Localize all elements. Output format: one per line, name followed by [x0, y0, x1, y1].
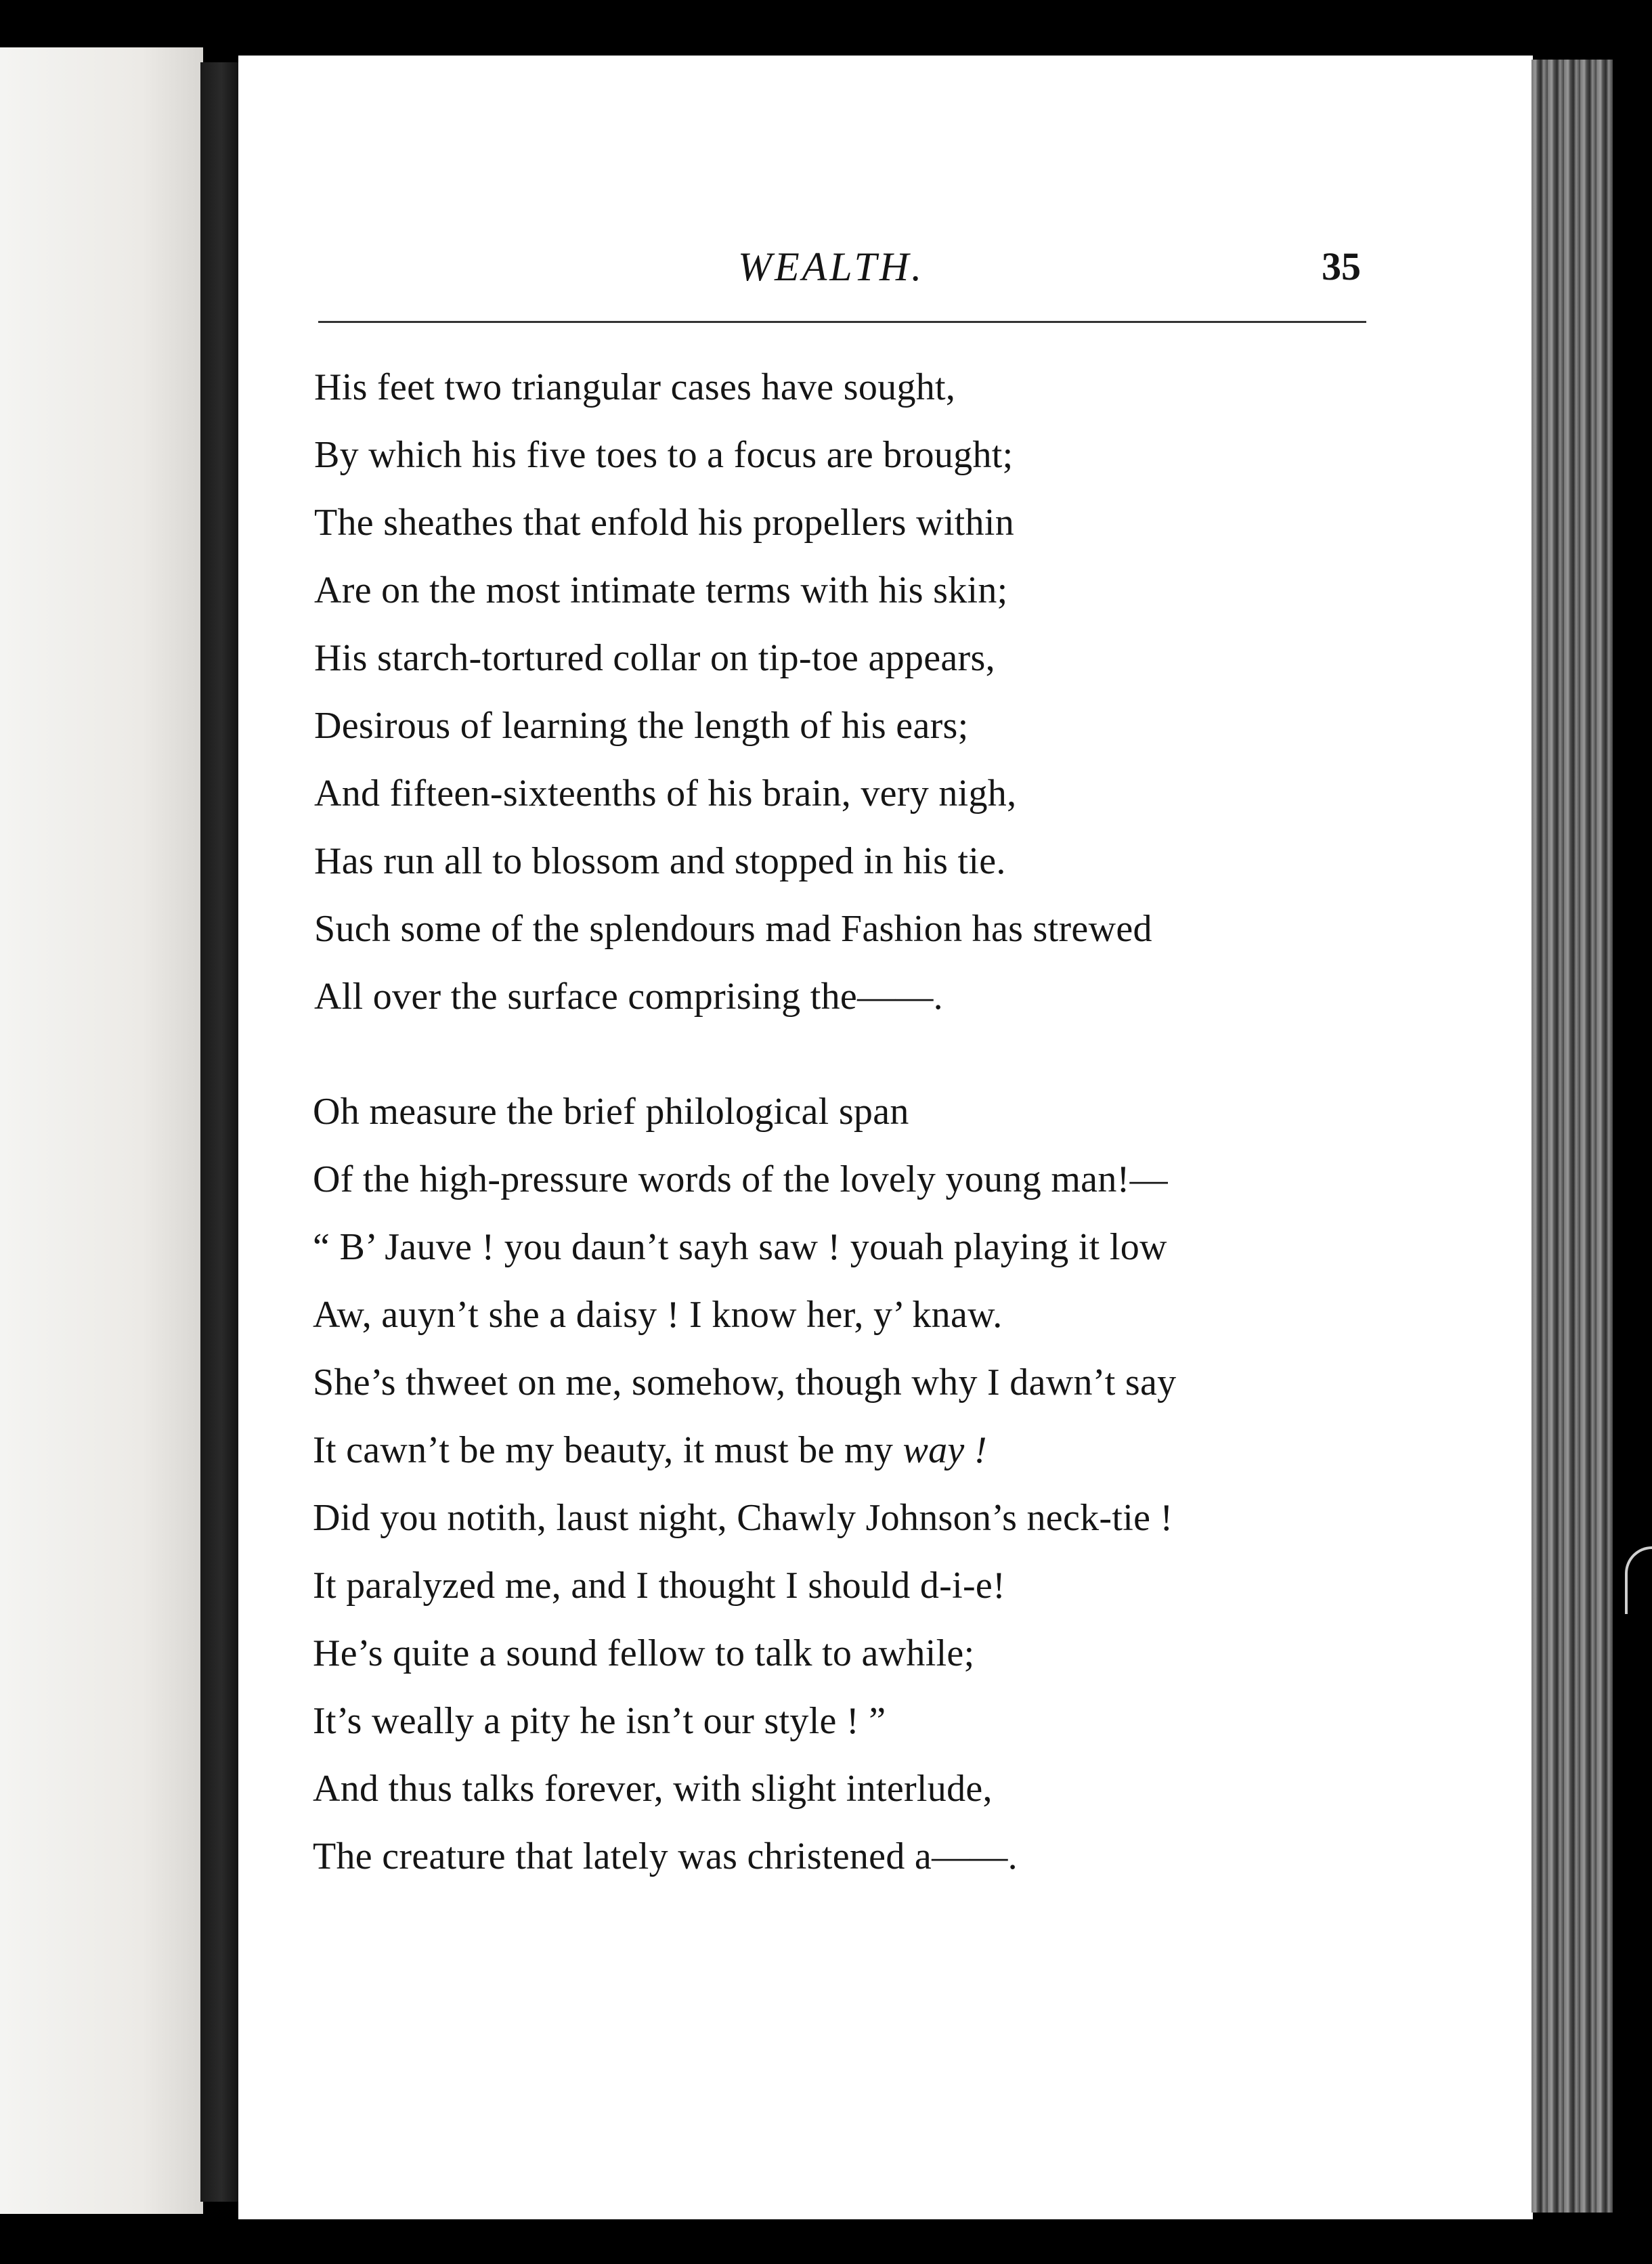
facing-page-edge	[0, 47, 203, 2214]
verse-line: Of the high-pressure words of the lovely young man!—	[313, 1158, 1168, 1200]
verse-line: The creature that lately was christened a——.	[313, 1835, 1018, 1877]
verse-line	[313, 1429, 987, 1472]
header-rule	[318, 321, 1366, 323]
verse-line: “ B’ Jauve ! you daun’t sayh saw ! youah playing it low	[313, 1226, 1167, 1268]
verse-line: Aw, auyn’t she a daisy ! I know her, y’ knaw.	[313, 1294, 1003, 1336]
verse-line: It’s weally a pity he isn’t our style ! ”	[313, 1700, 886, 1742]
verse-line: Desirous of learning the length of his ears;	[314, 705, 969, 747]
verse-line: All over the surface comprising the——.	[314, 976, 943, 1018]
verse-line: His feet two triangular cases have sought,	[314, 366, 956, 408]
verse-line: Such some of the splendours mad Fashion has strewed	[314, 908, 1152, 950]
verse-line: By which his five toes to a focus are brought;	[314, 434, 1014, 476]
verse-line: Are on the most intimate terms with his skin;	[314, 569, 1008, 611]
verse-line: And fifteen-sixteenths of his brain, very nigh,	[314, 772, 1017, 814]
verse-text: It cawn’t be my beauty, it must be my	[313, 1429, 894, 1471]
page-edge-mark	[1625, 1546, 1652, 1614]
page-number: 35	[1322, 244, 1361, 288]
verse-emphasis: way !	[903, 1429, 987, 1471]
book-gutter	[200, 62, 242, 2202]
verse-line: It paralyzed me, and I thought I should d-i-e!	[313, 1565, 1006, 1607]
running-title: WEALTH.	[738, 244, 925, 289]
verse-line: The sheathes that enfold his propellers within	[314, 502, 1014, 544]
verse-line: She’s thweet on me, somehow, though why I dawn’t say	[313, 1362, 1177, 1403]
verse-line: His starch-tortured collar on tip-toe appears,	[314, 637, 995, 679]
verse-line: He’s quite a sound fellow to talk to awhile;	[313, 1632, 975, 1674]
verse-line: Has run all to blossom and stopped in his tie.	[314, 840, 1006, 882]
page-edges	[1531, 60, 1613, 2213]
verse-line: Oh measure the brief philological span	[313, 1091, 909, 1133]
verse-line: Did you notith, laust night, Chawly Johnson’s neck-tie !	[313, 1497, 1173, 1539]
verse-line: And thus talks forever, with slight interlude,	[313, 1768, 993, 1810]
